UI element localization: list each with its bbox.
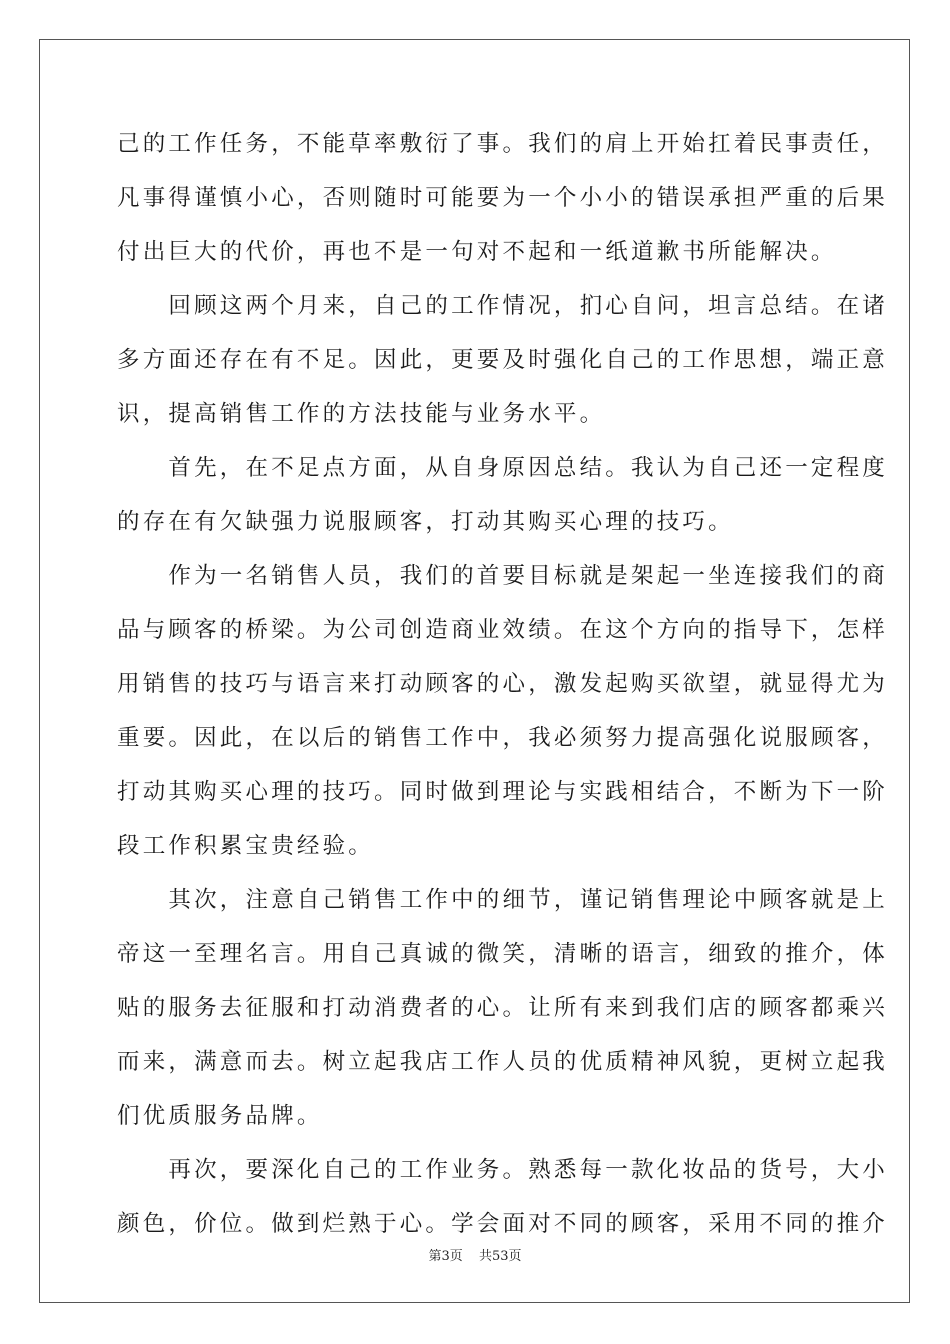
text-line: 己的工作任务，不能草率敷衍了事。我们的肩上开始扛着民事责任，: [117, 131, 889, 157]
text-line: 品与顾客的桥梁。为公司创造商业效绩。在这个方向的指导下，怎样: [117, 617, 889, 643]
page-total: 共53页: [478, 1249, 522, 1264]
text-line: 识，提高销售工作的方法技能与业务水平。: [117, 401, 606, 427]
text-line: 多方面还存在有不足。因此，更要及时强化自己的工作思想，端正意: [117, 347, 889, 373]
text-line: 作为一名销售人员，我们的首要目标就是架起一坐连接我们的商: [117, 563, 889, 589]
text-line: 付出巨大的代价，再也不是一句对不起和一纸道歉书所能解决。: [117, 239, 837, 265]
text-line: 首先，在不足点方面，从自身原因总结。我认为自己还一定程度: [117, 455, 889, 481]
page-number: 第3页: [428, 1249, 463, 1264]
text-line: 凡事得谨慎小心，否则随时可能要为一个小小的错误承担严重的后果: [117, 185, 889, 211]
text-line: 再次，要深化自己的工作业务。熟悉每一款化妆品的货号，大小: [117, 1157, 889, 1183]
text-line: 们优质服务品牌。: [117, 1103, 323, 1129]
text-line: 重要。因此，在以后的销售工作中，我必须努力提高强化说服顾客，: [117, 725, 889, 751]
text-line: 回顾这两个月来，自己的工作情况，扪心自问，坦言总结。在诸: [117, 293, 889, 319]
page-footer: [0, 1245, 950, 1264]
document-body: [117, 126, 889, 1260]
text-line: 颜色，价位。做到烂熟于心。学会面对不同的顾客，采用不同的推介: [117, 1211, 889, 1237]
text-line: 打动其购买心理的技巧。同时做到理论与实践相结合，不断为下一阶: [117, 779, 889, 805]
text-line: 的存在有欠缺强力说服顾客，打动其购买心理的技巧。: [117, 509, 734, 535]
text-line: 帝这一至理名言。用自己真诚的微笑，清晰的语言，细致的推介，体: [117, 941, 889, 967]
text-line: 段工作积累宝贵经验。: [117, 833, 375, 859]
text-line: 用销售的技巧与语言来打动顾客的心，激发起购买欲望，就显得尤为: [117, 671, 889, 697]
text-line: 其次，注意自己销售工作中的细节，谨记销售理论中顾客就是上: [117, 887, 889, 913]
text-line: 而来，满意而去。树立起我店工作人员的优质精神风貌，更树立起我: [117, 1049, 889, 1075]
text-line: 贴的服务去征服和打动消费者的心。让所有来到我们店的顾客都乘兴: [117, 995, 889, 1021]
